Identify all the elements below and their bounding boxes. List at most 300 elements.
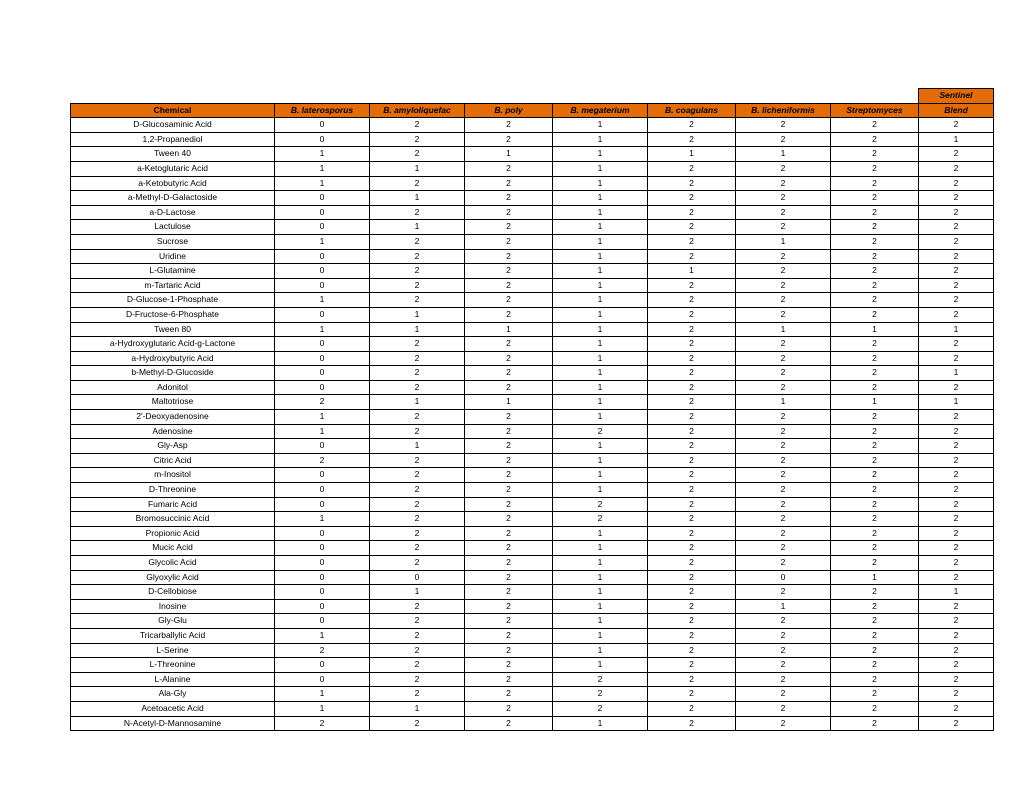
cell-value: 2 xyxy=(919,628,994,643)
table-row xyxy=(71,556,994,571)
cell-chemical-name: m-Inositol xyxy=(71,468,275,483)
cell-value: 2 xyxy=(831,512,919,527)
cell-value: 2 xyxy=(736,701,831,716)
cell-value: 2 xyxy=(370,643,465,658)
table-body xyxy=(71,89,994,731)
cell-value: 2 xyxy=(831,176,919,191)
table-row xyxy=(71,424,994,439)
cell-value: 2 xyxy=(831,147,919,162)
cell-value: 2 xyxy=(648,453,736,468)
cell-value: 2 xyxy=(736,307,831,322)
cell-value: 2 xyxy=(370,132,465,147)
spacer-cell xyxy=(275,89,370,104)
cell-value: 2 xyxy=(831,264,919,279)
cell-value: 2 xyxy=(370,658,465,673)
cell-value: 2 xyxy=(370,716,465,731)
cell-value: 2 xyxy=(370,556,465,571)
cell-chemical-name: Glycolic Acid xyxy=(71,556,275,571)
table-row xyxy=(71,570,994,585)
cell-chemical-name: m-Tartaric Acid xyxy=(71,278,275,293)
cell-value: 2 xyxy=(919,701,994,716)
cell-chemical-name: L-Alanine xyxy=(71,672,275,687)
cell-value: 1 xyxy=(370,395,465,410)
cell-value: 2 xyxy=(370,205,465,220)
cell-value: 2 xyxy=(370,614,465,629)
table-superheader-row xyxy=(71,89,994,104)
cell-value: 2 xyxy=(370,526,465,541)
cell-value: 0 xyxy=(275,468,370,483)
cell-chemical-name: D-Glucosaminic Acid xyxy=(71,118,275,133)
cell-value: 1 xyxy=(553,453,648,468)
cell-chemical-name: D-Fructose-6-Phosphate xyxy=(71,307,275,322)
cell-chemical-name: Ala-Gly xyxy=(71,687,275,702)
cell-value: 2 xyxy=(736,716,831,731)
cell-value: 2 xyxy=(736,132,831,147)
cell-value: 2 xyxy=(831,234,919,249)
cell-value: 2 xyxy=(736,628,831,643)
cell-chemical-name: 2'-Deoxyadenosine xyxy=(71,410,275,425)
cell-value: 2 xyxy=(648,497,736,512)
cell-value: 2 xyxy=(919,526,994,541)
cell-value: 2 xyxy=(465,468,553,483)
cell-value: 1 xyxy=(553,556,648,571)
cell-value: 2 xyxy=(370,628,465,643)
cell-value: 1 xyxy=(553,234,648,249)
cell-value: 1 xyxy=(553,439,648,454)
cell-value: 2 xyxy=(465,716,553,731)
cell-value: 2 xyxy=(465,337,553,352)
cell-value: 2 xyxy=(648,380,736,395)
cell-value: 2 xyxy=(648,643,736,658)
cell-value: 2 xyxy=(465,672,553,687)
cell-value: 0 xyxy=(275,658,370,673)
table-row xyxy=(71,205,994,220)
cell-value: 1 xyxy=(465,147,553,162)
cell-value: 2 xyxy=(465,118,553,133)
cell-value: 1 xyxy=(553,161,648,176)
cell-value: 2 xyxy=(553,512,648,527)
cell-chemical-name: Gly-Glu xyxy=(71,614,275,629)
cell-value: 1 xyxy=(553,395,648,410)
cell-value: 2 xyxy=(370,512,465,527)
cell-value: 2 xyxy=(465,483,553,498)
cell-value: 0 xyxy=(275,672,370,687)
cell-value: 1 xyxy=(553,322,648,337)
cell-value: 2 xyxy=(736,410,831,425)
cell-value: 2 xyxy=(275,453,370,468)
cell-value: 2 xyxy=(736,118,831,133)
cell-value: 2 xyxy=(648,716,736,731)
cell-value: 0 xyxy=(275,483,370,498)
cell-value: 0 xyxy=(275,366,370,381)
cell-value: 2 xyxy=(831,337,919,352)
cell-value: 1 xyxy=(553,307,648,322)
cell-chemical-name: Propionic Acid xyxy=(71,526,275,541)
cell-chemical-name: D-Threonine xyxy=(71,483,275,498)
cell-value: 1 xyxy=(553,410,648,425)
cell-value: 2 xyxy=(648,161,736,176)
cell-value: 2 xyxy=(919,249,994,264)
cell-value: 1 xyxy=(370,439,465,454)
cell-chemical-name: Adenosine xyxy=(71,424,275,439)
cell-chemical-name: Uridine xyxy=(71,249,275,264)
cell-value: 2 xyxy=(648,556,736,571)
cell-chemical-name: a-Ketobutyric Acid xyxy=(71,176,275,191)
cell-value: 0 xyxy=(275,191,370,206)
cell-value: 2 xyxy=(736,453,831,468)
cell-value: 1 xyxy=(275,161,370,176)
cell-value: 2 xyxy=(648,205,736,220)
cell-value: 1 xyxy=(553,147,648,162)
cell-value: 1 xyxy=(370,220,465,235)
cell-value: 0 xyxy=(275,249,370,264)
cell-value: 2 xyxy=(465,512,553,527)
cell-value: 1 xyxy=(831,322,919,337)
cell-value: 0 xyxy=(275,599,370,614)
cell-value: 1 xyxy=(275,512,370,527)
cell-value: 2 xyxy=(831,672,919,687)
cell-value: 2 xyxy=(736,658,831,673)
cell-value: 2 xyxy=(648,468,736,483)
cell-value: 2 xyxy=(465,556,553,571)
cell-value: 1 xyxy=(553,468,648,483)
cell-value: 1 xyxy=(275,322,370,337)
cell-value: 2 xyxy=(370,337,465,352)
cell-chemical-name: a-Hydroxyglutaric Acid-g-Lactone xyxy=(71,337,275,352)
cell-value: 2 xyxy=(648,176,736,191)
cell-value: 2 xyxy=(736,220,831,235)
cell-chemical-name: Maltotriose xyxy=(71,395,275,410)
table-row xyxy=(71,497,994,512)
cell-value: 1 xyxy=(553,191,648,206)
cell-value: 2 xyxy=(919,191,994,206)
cell-value: 2 xyxy=(736,424,831,439)
cell-value: 2 xyxy=(648,249,736,264)
cell-chemical-name: Citric Acid xyxy=(71,453,275,468)
cell-value: 2 xyxy=(736,351,831,366)
cell-value: 2 xyxy=(736,672,831,687)
cell-value: 2 xyxy=(370,176,465,191)
cell-chemical-name: L-Serine xyxy=(71,643,275,658)
cell-value: 0 xyxy=(275,439,370,454)
cell-value: 2 xyxy=(736,556,831,571)
cell-value: 0 xyxy=(275,278,370,293)
cell-value: 1 xyxy=(275,424,370,439)
cell-value: 1 xyxy=(919,322,994,337)
spacer-cell xyxy=(465,89,553,104)
table-row xyxy=(71,395,994,410)
cell-value: 2 xyxy=(736,512,831,527)
table-row xyxy=(71,307,994,322)
table-row xyxy=(71,658,994,673)
cell-chemical-name: Glyoxylic Acid xyxy=(71,570,275,585)
cell-value: 2 xyxy=(465,161,553,176)
cell-chemical-name: a-Hydroxybutyric Acid xyxy=(71,351,275,366)
cell-value: 2 xyxy=(648,351,736,366)
cell-value: 1 xyxy=(919,366,994,381)
cell-value: 2 xyxy=(919,424,994,439)
cell-value: 2 xyxy=(736,161,831,176)
cell-value: 2 xyxy=(831,118,919,133)
spacer-cell xyxy=(736,89,831,104)
cell-value: 2 xyxy=(648,220,736,235)
cell-value: 2 xyxy=(465,687,553,702)
cell-value: 2 xyxy=(465,541,553,556)
cell-value: 2 xyxy=(831,701,919,716)
column-header-b-laterosporus: B. laterosporus xyxy=(275,103,370,118)
table-row xyxy=(71,468,994,483)
cell-chemical-name: Sucrose xyxy=(71,234,275,249)
cell-value: 2 xyxy=(465,570,553,585)
cell-value: 2 xyxy=(465,234,553,249)
cell-value: 1 xyxy=(553,337,648,352)
cell-value: 2 xyxy=(919,716,994,731)
table-row xyxy=(71,366,994,381)
cell-value: 1 xyxy=(553,570,648,585)
cell-value: 2 xyxy=(465,307,553,322)
cell-value: 2 xyxy=(370,497,465,512)
cell-value: 2 xyxy=(831,424,919,439)
cell-value: 0 xyxy=(275,556,370,571)
cell-value: 0 xyxy=(275,351,370,366)
cell-value: 2 xyxy=(831,556,919,571)
cell-value: 2 xyxy=(648,526,736,541)
table-row xyxy=(71,161,994,176)
table-row xyxy=(71,439,994,454)
cell-value: 2 xyxy=(370,687,465,702)
cell-value: 1 xyxy=(370,307,465,322)
cell-chemical-name: a-D-Lactose xyxy=(71,205,275,220)
table-row xyxy=(71,716,994,731)
cell-chemical-name: Adonitol xyxy=(71,380,275,395)
cell-value: 2 xyxy=(465,614,553,629)
column-header-b-amyloliquefac: B. amyloliquefac xyxy=(370,103,465,118)
cell-value: 0 xyxy=(275,570,370,585)
cell-value: 2 xyxy=(919,205,994,220)
cell-value: 1 xyxy=(275,234,370,249)
cell-value: 2 xyxy=(736,526,831,541)
cell-value: 1 xyxy=(553,205,648,220)
cell-value: 2 xyxy=(831,541,919,556)
column-header-b-poly: B. poly xyxy=(465,103,553,118)
cell-value: 0 xyxy=(275,380,370,395)
cell-chemical-name: Fumaric Acid xyxy=(71,497,275,512)
cell-value: 2 xyxy=(648,672,736,687)
column-header-chemical: Chemical xyxy=(71,103,275,118)
table-row xyxy=(71,351,994,366)
cell-chemical-name: a-Methyl-D-Galactoside xyxy=(71,191,275,206)
data-table-container xyxy=(70,88,994,731)
cell-value: 0 xyxy=(275,307,370,322)
cell-value: 0 xyxy=(275,118,370,133)
table-row xyxy=(71,278,994,293)
cell-value: 2 xyxy=(919,337,994,352)
cell-chemical-name: Tricarballylic Acid xyxy=(71,628,275,643)
cell-value: 2 xyxy=(648,599,736,614)
cell-chemical-name: 1,2-Propanediol xyxy=(71,132,275,147)
cell-value: 2 xyxy=(736,643,831,658)
cell-value: 0 xyxy=(275,541,370,556)
cell-value: 2 xyxy=(831,643,919,658)
spacer-cell xyxy=(831,89,919,104)
table-row xyxy=(71,132,994,147)
cell-value: 2 xyxy=(370,147,465,162)
table-row xyxy=(71,147,994,162)
cell-value: 2 xyxy=(919,351,994,366)
cell-value: 0 xyxy=(275,205,370,220)
cell-value: 2 xyxy=(919,293,994,308)
cell-value: 2 xyxy=(465,599,553,614)
table-row xyxy=(71,453,994,468)
cell-value: 1 xyxy=(553,541,648,556)
cell-chemical-name: Tween 40 xyxy=(71,147,275,162)
cell-value: 0 xyxy=(275,337,370,352)
cell-value: 2 xyxy=(465,526,553,541)
cell-value: 1 xyxy=(553,366,648,381)
table-row xyxy=(71,483,994,498)
cell-value: 1 xyxy=(553,264,648,279)
cell-value: 2 xyxy=(831,249,919,264)
cell-value: 2 xyxy=(648,293,736,308)
cell-value: 2 xyxy=(736,191,831,206)
cell-value: 2 xyxy=(648,628,736,643)
cell-value: 1 xyxy=(370,191,465,206)
cell-value: 1 xyxy=(736,234,831,249)
cell-value: 2 xyxy=(465,351,553,366)
cell-value: 2 xyxy=(831,585,919,600)
cell-value: 2 xyxy=(831,307,919,322)
cell-value: 2 xyxy=(919,439,994,454)
cell-value: 2 xyxy=(648,307,736,322)
cell-value: 2 xyxy=(736,687,831,702)
cell-value: 2 xyxy=(919,264,994,279)
cell-value: 1 xyxy=(736,395,831,410)
cell-value: 2 xyxy=(831,191,919,206)
cell-value: 2 xyxy=(465,366,553,381)
cell-value: 2 xyxy=(919,672,994,687)
table-row xyxy=(71,337,994,352)
cell-value: 2 xyxy=(648,366,736,381)
cell-chemical-name: Lactulose xyxy=(71,220,275,235)
table-row xyxy=(71,628,994,643)
cell-value: 2 xyxy=(919,512,994,527)
table-row xyxy=(71,234,994,249)
cell-value: 2 xyxy=(831,410,919,425)
cell-value: 2 xyxy=(370,541,465,556)
cell-value: 2 xyxy=(648,585,736,600)
cell-value: 2 xyxy=(370,410,465,425)
cell-value: 2 xyxy=(370,264,465,279)
table-row xyxy=(71,701,994,716)
cell-value: 2 xyxy=(919,410,994,425)
cell-value: 2 xyxy=(919,570,994,585)
cell-value: 2 xyxy=(919,658,994,673)
cell-value: 1 xyxy=(275,701,370,716)
cell-value: 1 xyxy=(919,395,994,410)
cell-value: 2 xyxy=(736,264,831,279)
cell-chemical-name: L-Threonine xyxy=(71,658,275,673)
cell-value: 2 xyxy=(736,337,831,352)
cell-value: 1 xyxy=(370,701,465,716)
cell-value: 0 xyxy=(736,570,831,585)
cell-value: 2 xyxy=(831,380,919,395)
cell-value: 2 xyxy=(919,118,994,133)
table-row xyxy=(71,672,994,687)
cell-chemical-name: b-Methyl-D-Glucoside xyxy=(71,366,275,381)
cell-value: 2 xyxy=(736,541,831,556)
cell-value: 1 xyxy=(553,278,648,293)
cell-value: 2 xyxy=(370,278,465,293)
cell-value: 2 xyxy=(465,132,553,147)
cell-value: 2 xyxy=(648,658,736,673)
cell-value: 0 xyxy=(275,614,370,629)
cell-value: 2 xyxy=(553,687,648,702)
cell-value: 2 xyxy=(553,424,648,439)
cell-value: 2 xyxy=(465,176,553,191)
spacer-cell xyxy=(648,89,736,104)
table-row xyxy=(71,512,994,527)
cell-value: 2 xyxy=(831,366,919,381)
table-row xyxy=(71,410,994,425)
cell-value: 2 xyxy=(370,453,465,468)
cell-value: 1 xyxy=(275,293,370,308)
cell-value: 2 xyxy=(831,658,919,673)
cell-value: 1 xyxy=(370,161,465,176)
column-header-streptomyces: Streptomyces xyxy=(831,103,919,118)
cell-value: 1 xyxy=(553,599,648,614)
cell-value: 1 xyxy=(553,716,648,731)
cell-value: 1 xyxy=(553,658,648,673)
cell-value: 2 xyxy=(831,687,919,702)
cell-value: 1 xyxy=(553,176,648,191)
cell-value: 2 xyxy=(370,351,465,366)
column-header-b-licheniformis: B. licheniformis xyxy=(736,103,831,118)
cell-value: 1 xyxy=(553,118,648,133)
cell-value: 1 xyxy=(736,147,831,162)
cell-value: 2 xyxy=(465,453,553,468)
cell-value: 2 xyxy=(275,395,370,410)
cell-value: 2 xyxy=(736,249,831,264)
cell-chemical-name: Mucic Acid xyxy=(71,541,275,556)
cell-value: 2 xyxy=(919,497,994,512)
cell-chemical-name: Bromosuccinic Acid xyxy=(71,512,275,527)
table-row xyxy=(71,599,994,614)
cell-value: 2 xyxy=(736,278,831,293)
cell-value: 2 xyxy=(919,541,994,556)
cell-value: 2 xyxy=(370,234,465,249)
cell-value: 0 xyxy=(275,526,370,541)
cell-value: 2 xyxy=(736,205,831,220)
cell-value: 2 xyxy=(648,541,736,556)
cell-value: 0 xyxy=(275,264,370,279)
table-row xyxy=(71,249,994,264)
cell-value: 2 xyxy=(919,220,994,235)
cell-value: 1 xyxy=(553,249,648,264)
cell-value: 2 xyxy=(831,205,919,220)
cell-value: 2 xyxy=(831,278,919,293)
cell-value: 2 xyxy=(919,380,994,395)
cell-value: 2 xyxy=(831,161,919,176)
spacer-cell xyxy=(553,89,648,104)
cell-value: 0 xyxy=(275,497,370,512)
table-row xyxy=(71,191,994,206)
cell-value: 2 xyxy=(831,293,919,308)
cell-value: 0 xyxy=(275,132,370,147)
table-row xyxy=(71,585,994,600)
cell-value: 1 xyxy=(553,628,648,643)
table-row xyxy=(71,541,994,556)
column-header-b-megaterium: B. megaterium xyxy=(553,103,648,118)
